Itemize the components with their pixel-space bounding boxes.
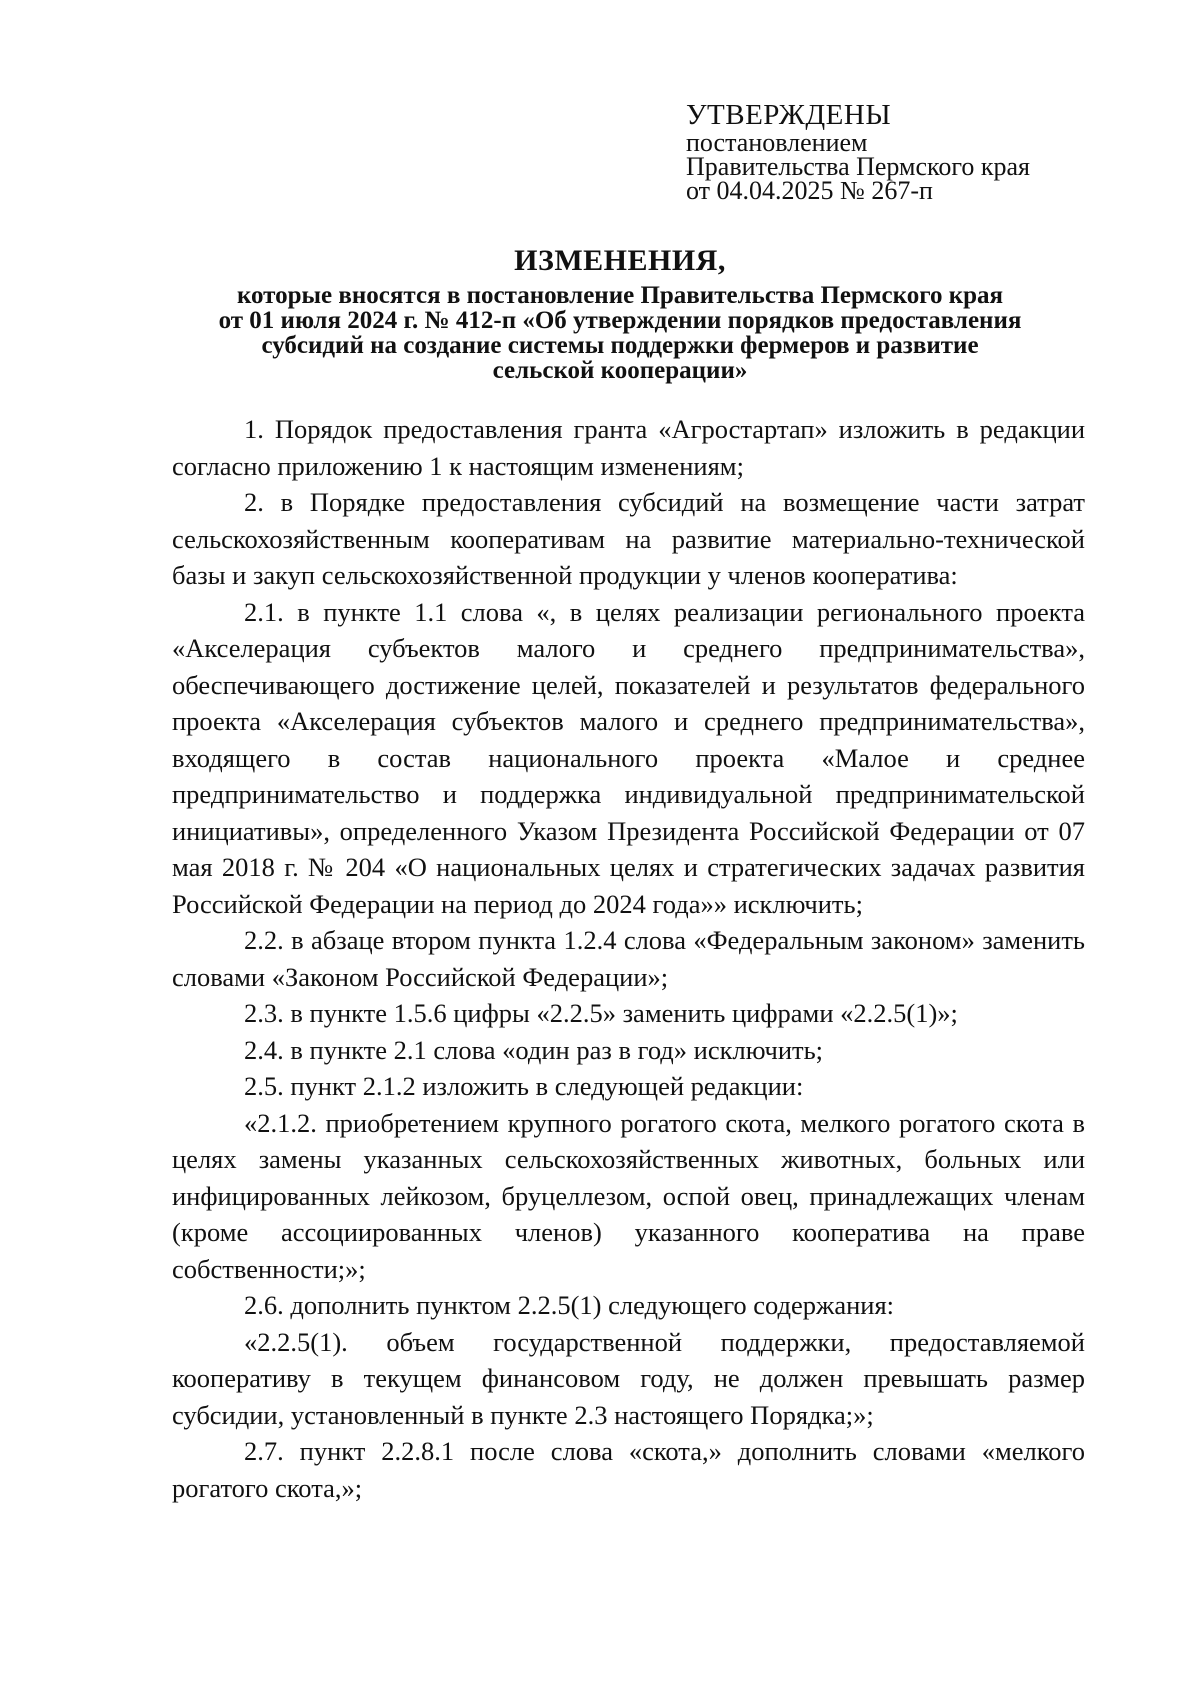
paragraph-item-2-6: 2.6. дополнить пунктом 2.2.5(1) следующего содержания: bbox=[244, 1290, 895, 1320]
paragraph-item-2-2: 2.2. в абзаце втором пункта 1.2.4 слова «Федеральным законом» заменить словами «Законом Российской Федерации»; bbox=[172, 925, 1085, 992]
approval-stamp bbox=[686, 100, 1166, 203]
subtitle-line: от 01 июля 2024 г. № 412-п «Об утверждении порядков предоставления bbox=[218, 307, 1022, 334]
subtitle-line: сельской кооперации» bbox=[492, 357, 748, 384]
paragraph-item-2-7: 2.7. пункт 2.2.8.1 после слова «скота,» дополнить словами «мелкого рогатого скота,»; bbox=[172, 1436, 1085, 1503]
paragraph-quote-2-1-2: «2.1.2. приобретением крупного рогатого скота, мелкого рогатого скота в целях замены указанных сельскохозяйственных животных, больных или инфицированных лейкозом, бруцеллезом, оспой овец, принадлежащих членам (кроме ассоциированных членов) указанного кооператива на праве собственности;»; bbox=[172, 1107, 1085, 1284]
paragraph-item-2: 2. в Порядке предоставления субсидий на возмещение части затрат сельскохозяйственным кооперативам на развитие материально-технической базы и закуп сельскохозяйственной продукции у членов кооператива: bbox=[172, 487, 1085, 590]
approval-word: УТВЕРЖДЕНЫ bbox=[686, 99, 892, 131]
approval-line: от 04.04.2025 № 267-п bbox=[686, 176, 933, 205]
approval-line: Правительства Пермского края bbox=[686, 152, 1030, 181]
paragraph-item-2-1: 2.1. в пункте 1.1 слова «, в целях реализации регионального проекта «Акселерация субъектов малого и среднего предпринимательства», обеспечивающего достижение целей, показателей и результатов федерального проекта «Акселерация субъектов малого и среднего предпринимательства», входящего в состав национального проекта «Малое и среднее предпринимательство и поддержка индивидуальной предпринимательской инициативы», определенного Указом Президента Российской Федерации от 07 мая 2018 г. № 204 «О национальных целях и стратегических задачах развития Российской Федерации на период до 2024 года»» исключить; bbox=[172, 596, 1085, 919]
subtitle-line: субсидий на создание системы поддержки фермеров и развитие bbox=[261, 332, 979, 359]
document-body bbox=[172, 411, 1085, 1506]
document-title: ИЗМЕНЕНИЯ, bbox=[514, 244, 726, 277]
paragraph-item-2-4: 2.4. в пункте 2.1 слова «один раз в год» исключить; bbox=[244, 1034, 824, 1065]
approval-line: постановлением bbox=[686, 128, 868, 157]
document-subtitle bbox=[150, 283, 1090, 383]
paragraph-item-2-5: 2.5. пункт 2.1.2 изложить в следующей редакции: bbox=[244, 1071, 804, 1101]
paragraph-quote-2-2-5-1: «2.2.5(1). объем государственной поддержки, предоставляемой кооперативу в текущем финансовом году, не должен превышать размер субсидии, установленный в пункте 2.3 настоящего Порядка;»; bbox=[172, 1326, 1085, 1430]
paragraph-item-2-3: 2.3. в пункте 1.5.6 цифры «2.2.5» заменить цифрами «2.2.5(1)»; bbox=[244, 998, 958, 1028]
subtitle-line: которые вносятся в постановление Правительства Пермского края bbox=[236, 282, 1004, 309]
paragraph-item-1: 1. Порядок предоставления гранта «Агростартап» изложить в редакции согласно приложению 1 к настоящим изменениям; bbox=[172, 414, 1085, 481]
